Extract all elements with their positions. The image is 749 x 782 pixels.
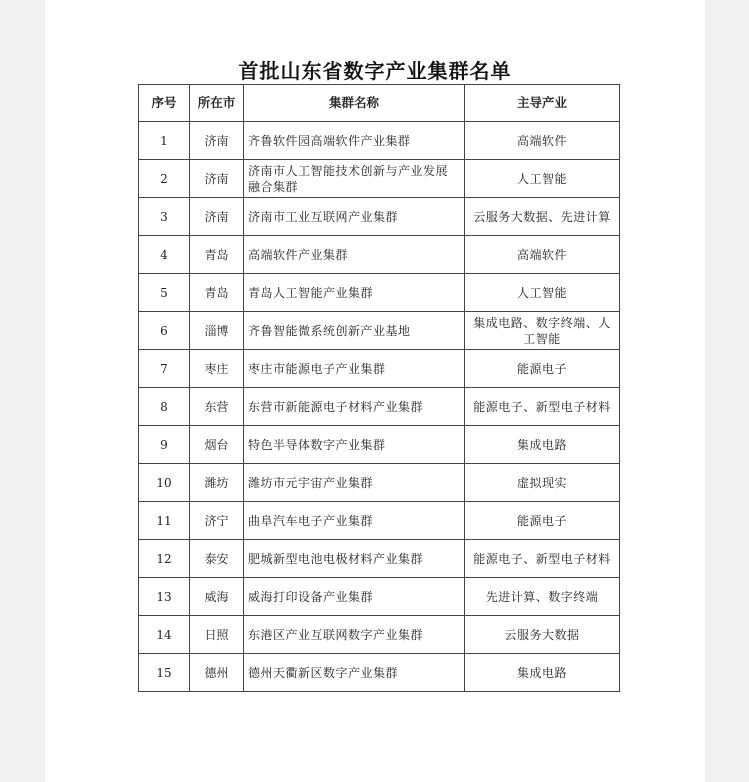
row-industry: 集成电路、数字终端、人工智能 [465,312,620,350]
header-no: 序号 [139,85,190,122]
table-row [139,578,620,616]
row-number: 14 [139,616,190,654]
table-row [139,312,620,350]
header-city: 所在市 [190,85,244,122]
row-city: 济南 [190,198,244,236]
row-industry: 能源电子 [465,350,620,388]
row-industry: 能源电子、新型电子材料 [465,388,620,426]
table-row [139,540,620,578]
row-cluster-name: 东营市新能源电子材料产业集群 [244,388,465,426]
row-number: 12 [139,540,190,578]
row-cluster-name: 高端软件产业集群 [244,236,465,274]
row-number: 4 [139,236,190,274]
row-industry: 高端软件 [465,236,620,274]
table-row [139,388,620,426]
table-row [139,350,620,388]
table-row [139,274,620,312]
row-city: 淄博 [190,312,244,350]
row-city: 德州 [190,654,244,692]
row-cluster-name: 东港区产业互联网数字产业集群 [244,616,465,654]
row-industry: 集成电路 [465,426,620,464]
row-cluster-name: 德州天衢新区数字产业集群 [244,654,465,692]
row-industry: 云服务大数据 [465,616,620,654]
row-cluster-name: 青岛人工智能产业集群 [244,274,465,312]
cluster-list-table [138,84,620,692]
row-cluster-name: 齐鲁软件园高端软件产业集群 [244,122,465,160]
table-row [139,122,620,160]
row-cluster-name: 特色半导体数字产业集群 [244,426,465,464]
row-number: 13 [139,578,190,616]
document-page [45,0,705,782]
row-city: 济南 [190,122,244,160]
row-city: 济南 [190,160,244,198]
row-number: 10 [139,464,190,502]
row-city: 青岛 [190,274,244,312]
row-cluster-name: 威海打印设备产业集群 [244,578,465,616]
row-city: 威海 [190,578,244,616]
row-number: 8 [139,388,190,426]
row-cluster-name: 曲阜汽车电子产业集群 [244,502,465,540]
row-city: 青岛 [190,236,244,274]
table-row [139,160,620,198]
row-number: 2 [139,160,190,198]
row-number: 11 [139,502,190,540]
row-industry: 人工智能 [465,160,620,198]
table-row [139,236,620,274]
row-city: 东营 [190,388,244,426]
document-title: 首批山东省数字产业集群名单 [238,59,512,83]
row-cluster-name: 枣庄市能源电子产业集群 [244,350,465,388]
row-cluster-name: 济南市人工智能技术创新与产业发展融合集群 [244,160,465,198]
row-industry: 集成电路 [465,654,620,692]
row-industry: 虚拟现实 [465,464,620,502]
row-industry: 人工智能 [465,274,620,312]
row-city: 济宁 [190,502,244,540]
row-cluster-name: 潍坊市元宇宙产业集群 [244,464,465,502]
table-row [139,616,620,654]
header-name: 集群名称 [244,85,465,122]
row-city: 泰安 [190,540,244,578]
row-number: 15 [139,654,190,692]
row-number: 9 [139,426,190,464]
table-row [139,654,620,692]
row-cluster-name: 齐鲁智能微系统创新产业基地 [244,312,465,350]
row-city: 烟台 [190,426,244,464]
row-industry: 云服务大数据、先进计算 [465,198,620,236]
row-number: 3 [139,198,190,236]
row-number: 7 [139,350,190,388]
table-body [139,122,620,692]
table-header-row [139,85,620,122]
row-city: 潍坊 [190,464,244,502]
row-number: 6 [139,312,190,350]
row-number: 5 [139,274,190,312]
row-city: 日照 [190,616,244,654]
table-row [139,502,620,540]
row-city: 枣庄 [190,350,244,388]
row-industry: 先进计算、数字终端 [465,578,620,616]
table-row [139,198,620,236]
row-cluster-name: 肥城新型电池电极材料产业集群 [244,540,465,578]
table-row [139,464,620,502]
row-industry: 高端软件 [465,122,620,160]
row-industry: 能源电子、新型电子材料 [465,540,620,578]
row-number: 1 [139,122,190,160]
table-row [139,426,620,464]
row-cluster-name: 济南市工业互联网产业集群 [244,198,465,236]
header-industry: 主导产业 [465,85,620,122]
row-industry: 能源电子 [465,502,620,540]
